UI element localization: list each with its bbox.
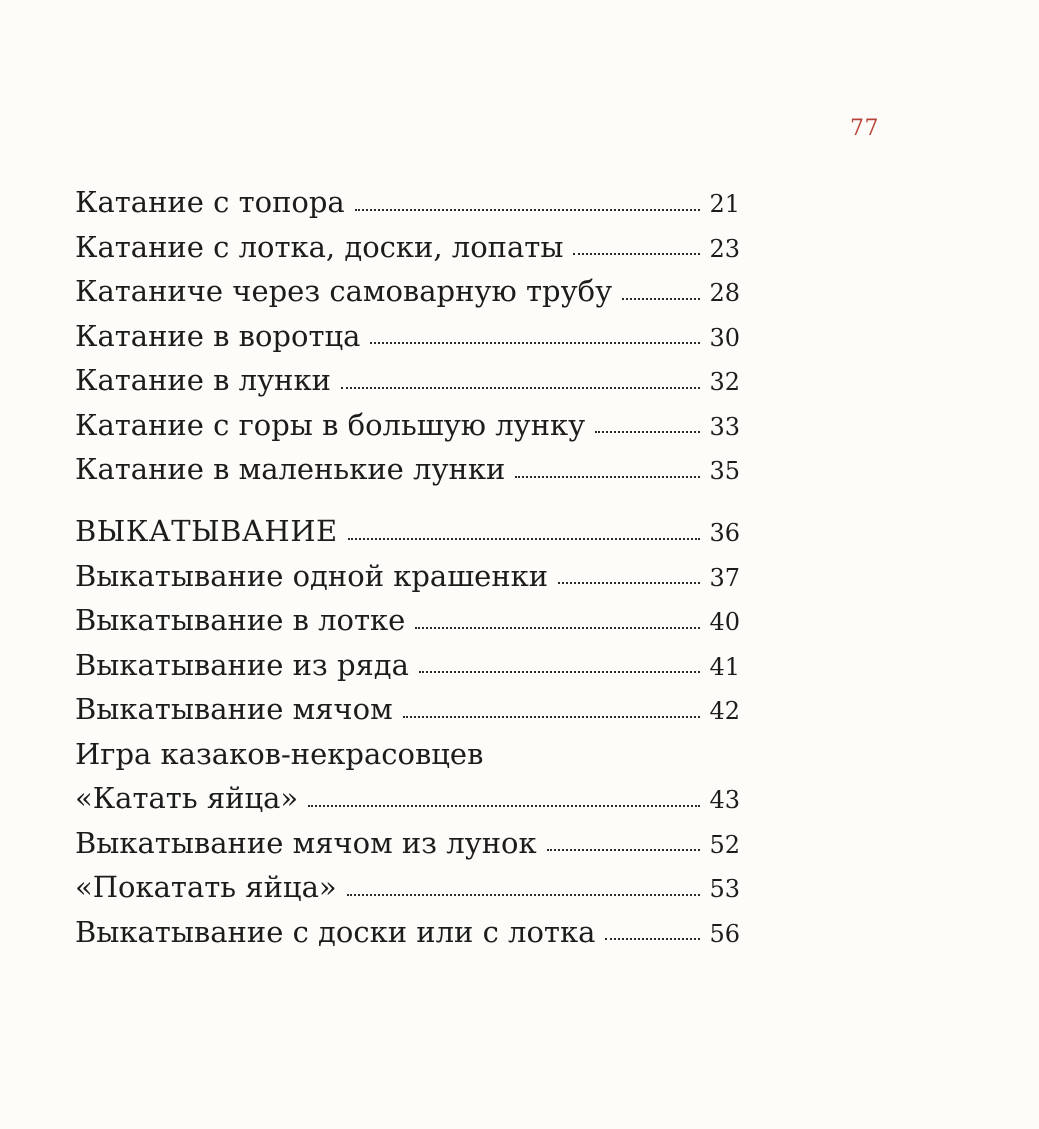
dot-leader bbox=[605, 910, 700, 955]
dot-leader bbox=[308, 776, 700, 821]
toc-entry-title: Катание с лотка, доски, лопаты bbox=[75, 229, 564, 264]
toc-entry-title: Выкатывание одной крашенки bbox=[75, 558, 549, 593]
page-number: 77 bbox=[850, 116, 879, 141]
toc-entry[interactable] bbox=[75, 821, 740, 866]
toc-entry-title: Катание с горы в большую лунку bbox=[75, 407, 586, 442]
toc-entry[interactable] bbox=[75, 314, 740, 359]
toc-entry[interactable] bbox=[75, 403, 740, 448]
dot-leader bbox=[547, 821, 700, 866]
toc-entry-page: 56 bbox=[709, 919, 740, 948]
toc-entry-page: 52 bbox=[709, 830, 740, 859]
toc-entry-title: «Покатать яйца» bbox=[75, 870, 337, 904]
toc-entry-page: 37 bbox=[709, 563, 740, 592]
toc-entry-title: Выкатывание в лотке bbox=[75, 603, 406, 637]
toc-entry-page: 43 bbox=[709, 786, 740, 814]
toc-entry-title: ВЫКАТЫВАНИЕ bbox=[75, 514, 338, 548]
toc-entry-page: 28 bbox=[709, 279, 740, 307]
toc-entry-page: 33 bbox=[709, 412, 740, 441]
toc-entry[interactable] bbox=[75, 776, 740, 821]
toc-entry-title: Выкатывание мячом из лунок bbox=[75, 825, 537, 860]
toc-entry-title: Катаниче через самоварную трубу bbox=[75, 274, 613, 308]
toc-entry[interactable] bbox=[75, 910, 740, 955]
dot-leader bbox=[403, 687, 700, 732]
toc-entry-page: 53 bbox=[709, 875, 740, 903]
dot-leader bbox=[515, 447, 700, 492]
dot-leader bbox=[348, 509, 700, 554]
toc-entry-title: Катание в маленькие лунки bbox=[75, 452, 506, 486]
dot-leader bbox=[558, 554, 700, 599]
toc-entry-page: 23 bbox=[709, 234, 740, 263]
dot-leader bbox=[573, 225, 700, 270]
toc-entry-page: 42 bbox=[709, 697, 740, 725]
toc-section-heading[interactable] bbox=[75, 509, 740, 554]
dot-leader bbox=[355, 180, 700, 225]
toc-entry[interactable] bbox=[75, 598, 740, 643]
toc-entry-title: Выкатывание с доски или с лотка bbox=[75, 914, 596, 949]
toc-entry-title: Катание с топора bbox=[75, 185, 345, 219]
toc-entry-title: «Катать яйца» bbox=[75, 781, 299, 815]
dot-leader bbox=[347, 865, 700, 910]
toc-entry[interactable] bbox=[75, 447, 740, 492]
toc-entry-title: Игра казаков-некрасовцев bbox=[75, 736, 484, 771]
toc-entry-page: 41 bbox=[709, 652, 740, 681]
dot-leader bbox=[415, 598, 700, 643]
dot-leader bbox=[370, 314, 700, 359]
toc-entry[interactable] bbox=[75, 180, 740, 225]
toc-entry[interactable] bbox=[75, 687, 740, 732]
toc-entry-title: Катание в лунки bbox=[75, 363, 331, 397]
toc-entry-first-line[interactable] bbox=[75, 732, 740, 777]
toc-entry-page: 36 bbox=[709, 519, 740, 547]
toc-entry[interactable] bbox=[75, 225, 740, 270]
dot-leader bbox=[622, 269, 700, 314]
toc-entry-page: 35 bbox=[709, 457, 740, 485]
toc-entry[interactable] bbox=[75, 269, 740, 314]
toc-group-katanie bbox=[75, 180, 740, 492]
toc-entry-title: Выкатывание мячом bbox=[75, 692, 393, 726]
toc-entry-page: 32 bbox=[709, 368, 740, 396]
dot-leader bbox=[341, 358, 700, 403]
toc-entry-title: Катание в воротца bbox=[75, 318, 361, 353]
dot-leader bbox=[595, 403, 700, 448]
toc-entry-page: 30 bbox=[709, 323, 740, 352]
toc-entry[interactable] bbox=[75, 554, 740, 599]
dot-leader bbox=[419, 643, 700, 688]
toc-entry-title: Выкатывание из ряда bbox=[75, 647, 409, 682]
toc-entry[interactable] bbox=[75, 643, 740, 688]
toc-group-vykatyvanie bbox=[75, 509, 740, 954]
toc-entry[interactable] bbox=[75, 358, 740, 403]
toc-entry-page: 40 bbox=[709, 608, 740, 636]
toc-entry[interactable] bbox=[75, 865, 740, 910]
toc-entry-page: 21 bbox=[709, 190, 740, 218]
